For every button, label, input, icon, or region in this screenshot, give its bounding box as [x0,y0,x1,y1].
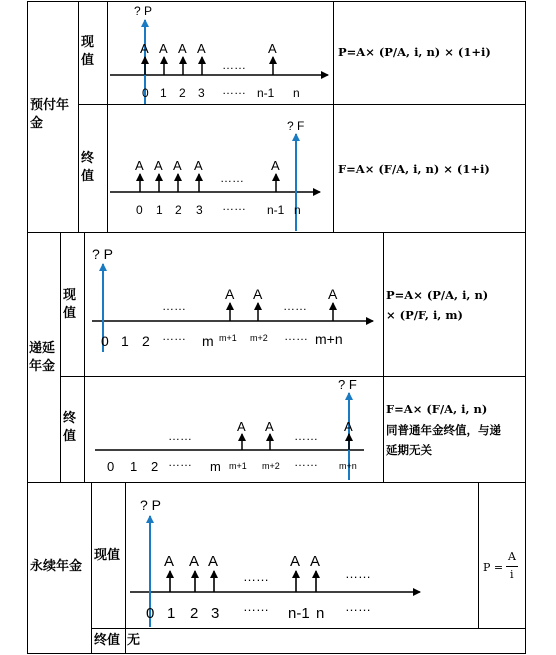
tick-label: m+1 [219,333,237,343]
payment-label: A [344,419,353,434]
deferred-fv-formula-line2: 同普通年金终值，与递 [386,423,501,437]
tick-label: 3 [198,86,205,100]
tick-label: 0 [107,459,115,474]
payment-label: A [265,419,274,434]
tick-label: 2 [179,86,186,100]
tick-label: m+1 [229,461,247,471]
target-label: ? P [134,4,153,18]
deferred-fv-label: 终值 [63,411,77,444]
dots: …… [345,566,371,581]
tick-label: n-1 [288,605,310,622]
dots: …… [284,329,308,343]
payment-label: A [237,419,246,434]
tick-label: 1 [160,86,167,100]
perpetual-pv-label: 现值 [94,548,121,563]
tick-label: m+n [315,331,343,347]
target-label: ? P [140,497,162,513]
payment-label: A [328,286,338,302]
tick-label: m+2 [262,461,280,471]
payment-label: A [140,41,149,56]
dots: …… [168,429,192,443]
tick-label: n [293,86,300,100]
dots: …… [222,83,246,97]
dots: …… [162,329,186,343]
tick-label: n [316,605,325,622]
tick-label: 1 [121,333,129,349]
deferred-pv-formula-line2: × (P/F, i, m) [386,308,463,322]
dots: …… [243,569,269,584]
tick-label: 2 [175,203,182,217]
payment-label: A [154,158,163,173]
formula-denominator: i [510,568,514,581]
tick-label: 1 [167,605,176,622]
tick-label: 0 [136,203,143,217]
deferred-fv-formula-line3: 延期无关 [386,443,432,457]
tick-label: 2 [190,605,199,622]
formula-p: P = [483,561,504,574]
tick-label: 3 [196,203,203,217]
payment-label: A [271,158,280,173]
tick-label: 2 [142,333,150,349]
payment-label: A [208,553,219,570]
payment-label: A [268,41,277,56]
tick-label: n-1 [267,203,285,217]
tick-label: 1 [156,203,163,217]
tick-label: 0 [101,333,109,349]
payment-label: A [253,286,263,302]
perpetual-fv-value: 无 [127,633,141,648]
prepaid-fv-formula: F=A× (F/A, i, n) × (1+i) [338,162,490,176]
tick-label: 2 [151,459,159,474]
perpetual-fv-label: 终值 [94,633,121,648]
tick-label: 0 [146,605,155,622]
dots: …… [294,455,318,469]
payment-label: A [194,158,203,173]
dots: …… [222,58,246,72]
deferred-fv-formula-line1: F=A× (F/A, i, n) [386,402,488,416]
payment-label: A [225,286,235,302]
tick-label: m [202,333,214,349]
tick-label: n-1 [257,86,275,100]
target-label: ? P [92,246,114,262]
dots: …… [345,599,371,614]
dots: …… [222,199,246,213]
tick-label: 1 [130,459,138,474]
prepaid-pv-label: 现值 [81,35,95,68]
deferred-pv-formula-line1: P=A× (P/A, i, n) [386,288,489,302]
payment-label: A [159,41,168,56]
formula-numerator: A [508,550,516,563]
payment-label: A [178,41,187,56]
dots: …… [220,171,244,185]
dots: …… [283,299,307,313]
dots: …… [162,299,186,313]
payment-label: A [164,553,175,570]
deferred-annuity-label: 递延年金 [29,341,56,374]
prepaid-annuity-label: 预付年金 [30,98,70,131]
payment-label: A [135,158,144,173]
tick-label: 0 [142,86,149,100]
payment-label: A [310,553,321,570]
payment-label: A [173,158,182,173]
dots: …… [168,455,192,469]
tick-label: m [210,459,221,474]
tick-label: m+n [339,461,357,471]
tick-label: m+2 [250,333,268,343]
tick-label: 3 [211,605,220,622]
payment-label: A [189,553,200,570]
prepaid-pv-formula: P=A× (P/A, i, n) × (1+i) [338,45,491,59]
perpetual-annuity-label: 永续年金 [30,559,83,574]
prepaid-fv-label: 终值 [81,151,95,184]
deferred-pv-label: 现值 [63,288,77,321]
payment-label: A [197,41,206,56]
dots: …… [294,429,318,443]
target-label: ? F [338,377,357,392]
payment-label: A [290,553,301,570]
tick-label: n [294,203,301,217]
target-label: ? F [287,119,305,133]
dots: …… [243,599,269,614]
